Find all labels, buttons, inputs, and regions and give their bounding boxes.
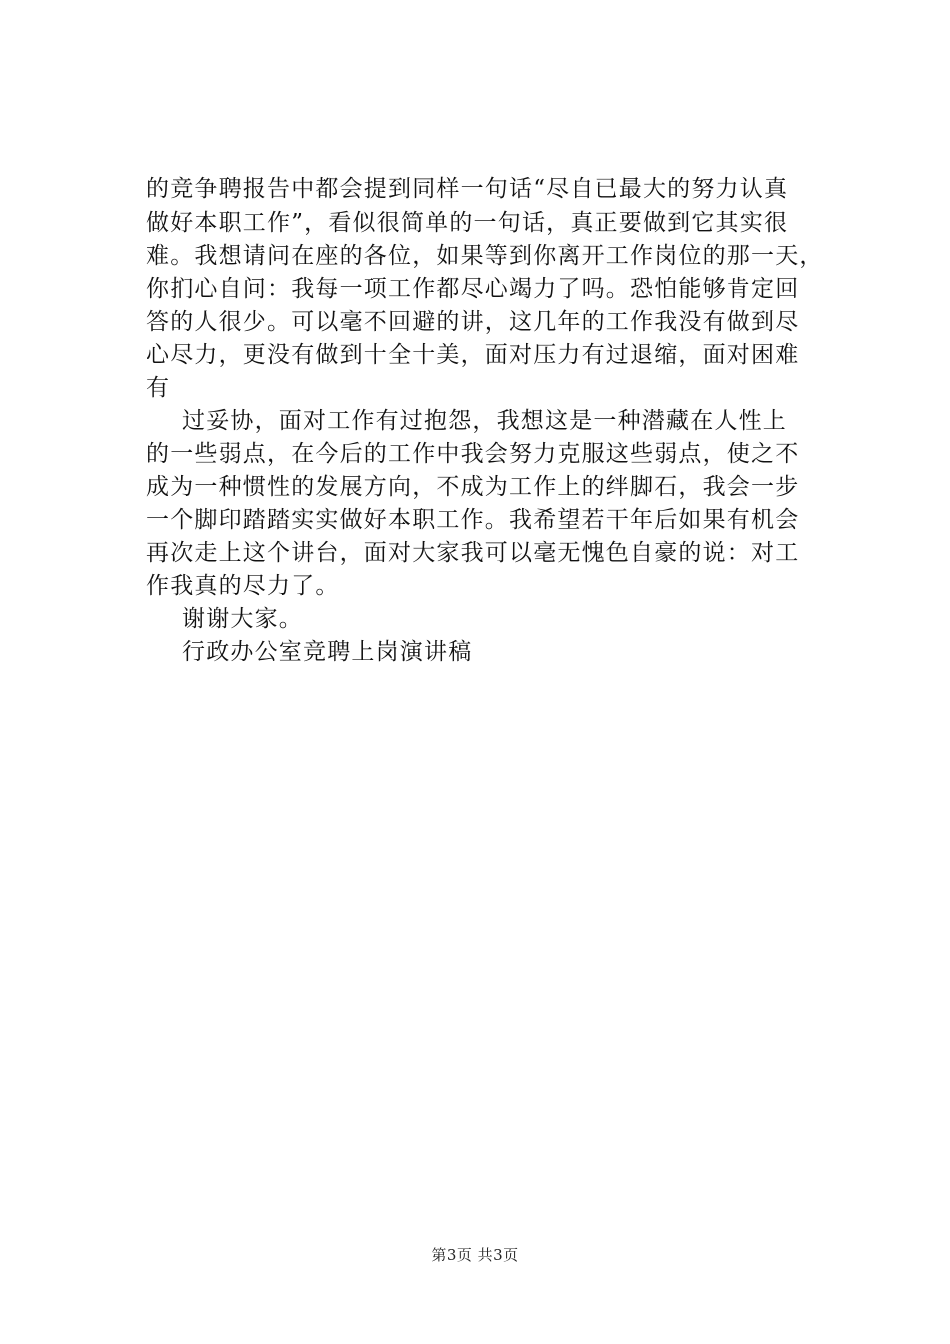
paragraph-line: 过妥协，面对工作有过抱怨，我想这是一种潜藏在人性上 [182,408,787,434]
paragraph-line: 的竞争聘报告中都会提到同样一句话“尽自已最大的努力认真 [146,176,789,202]
paragraph-line: 你扪心自问：我每一项工作都尽心竭力了吗。恐怕能够肯定回 [146,276,800,302]
paragraph-line: 的一些弱点，在今后的工作中我会努力克服这些弱点，使之不 [146,441,800,467]
document-title-line: 行政办公室竞聘上岗演讲稿 [182,639,473,665]
paragraph-line: 作我真的尽力了。 [146,573,340,599]
paragraph-line: 一个脚印踏踏实实做好本职工作。我希望若干年后如果有机会 [146,507,800,533]
paragraph-line: 有 [146,375,171,401]
paragraph-line: 成为一种惯性的发展方向，不成为工作上的绊脚石，我会一步 [146,474,800,500]
paragraph-line: 答的人很少。可以毫不回避的讲，这几年的工作我没有做到尽 [146,309,800,335]
page-number-footer: 第3页 共3页 [431,1246,519,1264]
paragraph-line: 心尽力，更没有做到十全十美，面对压力有过退缩，面对困难 [146,342,800,368]
paragraph-line: 做好本职工作”，看似很简单的一句话，真正要做到它其实很 [146,210,789,236]
paragraph-line: 难。我想请问在座的各位，如果等到你离开工作岗位的那一天， [146,243,824,269]
paragraph-line: 再次走上这个讲台，面对大家我可以毫无愧色自豪的说：对工 [146,540,800,566]
closing-thanks: 谢谢大家。 [182,606,303,632]
